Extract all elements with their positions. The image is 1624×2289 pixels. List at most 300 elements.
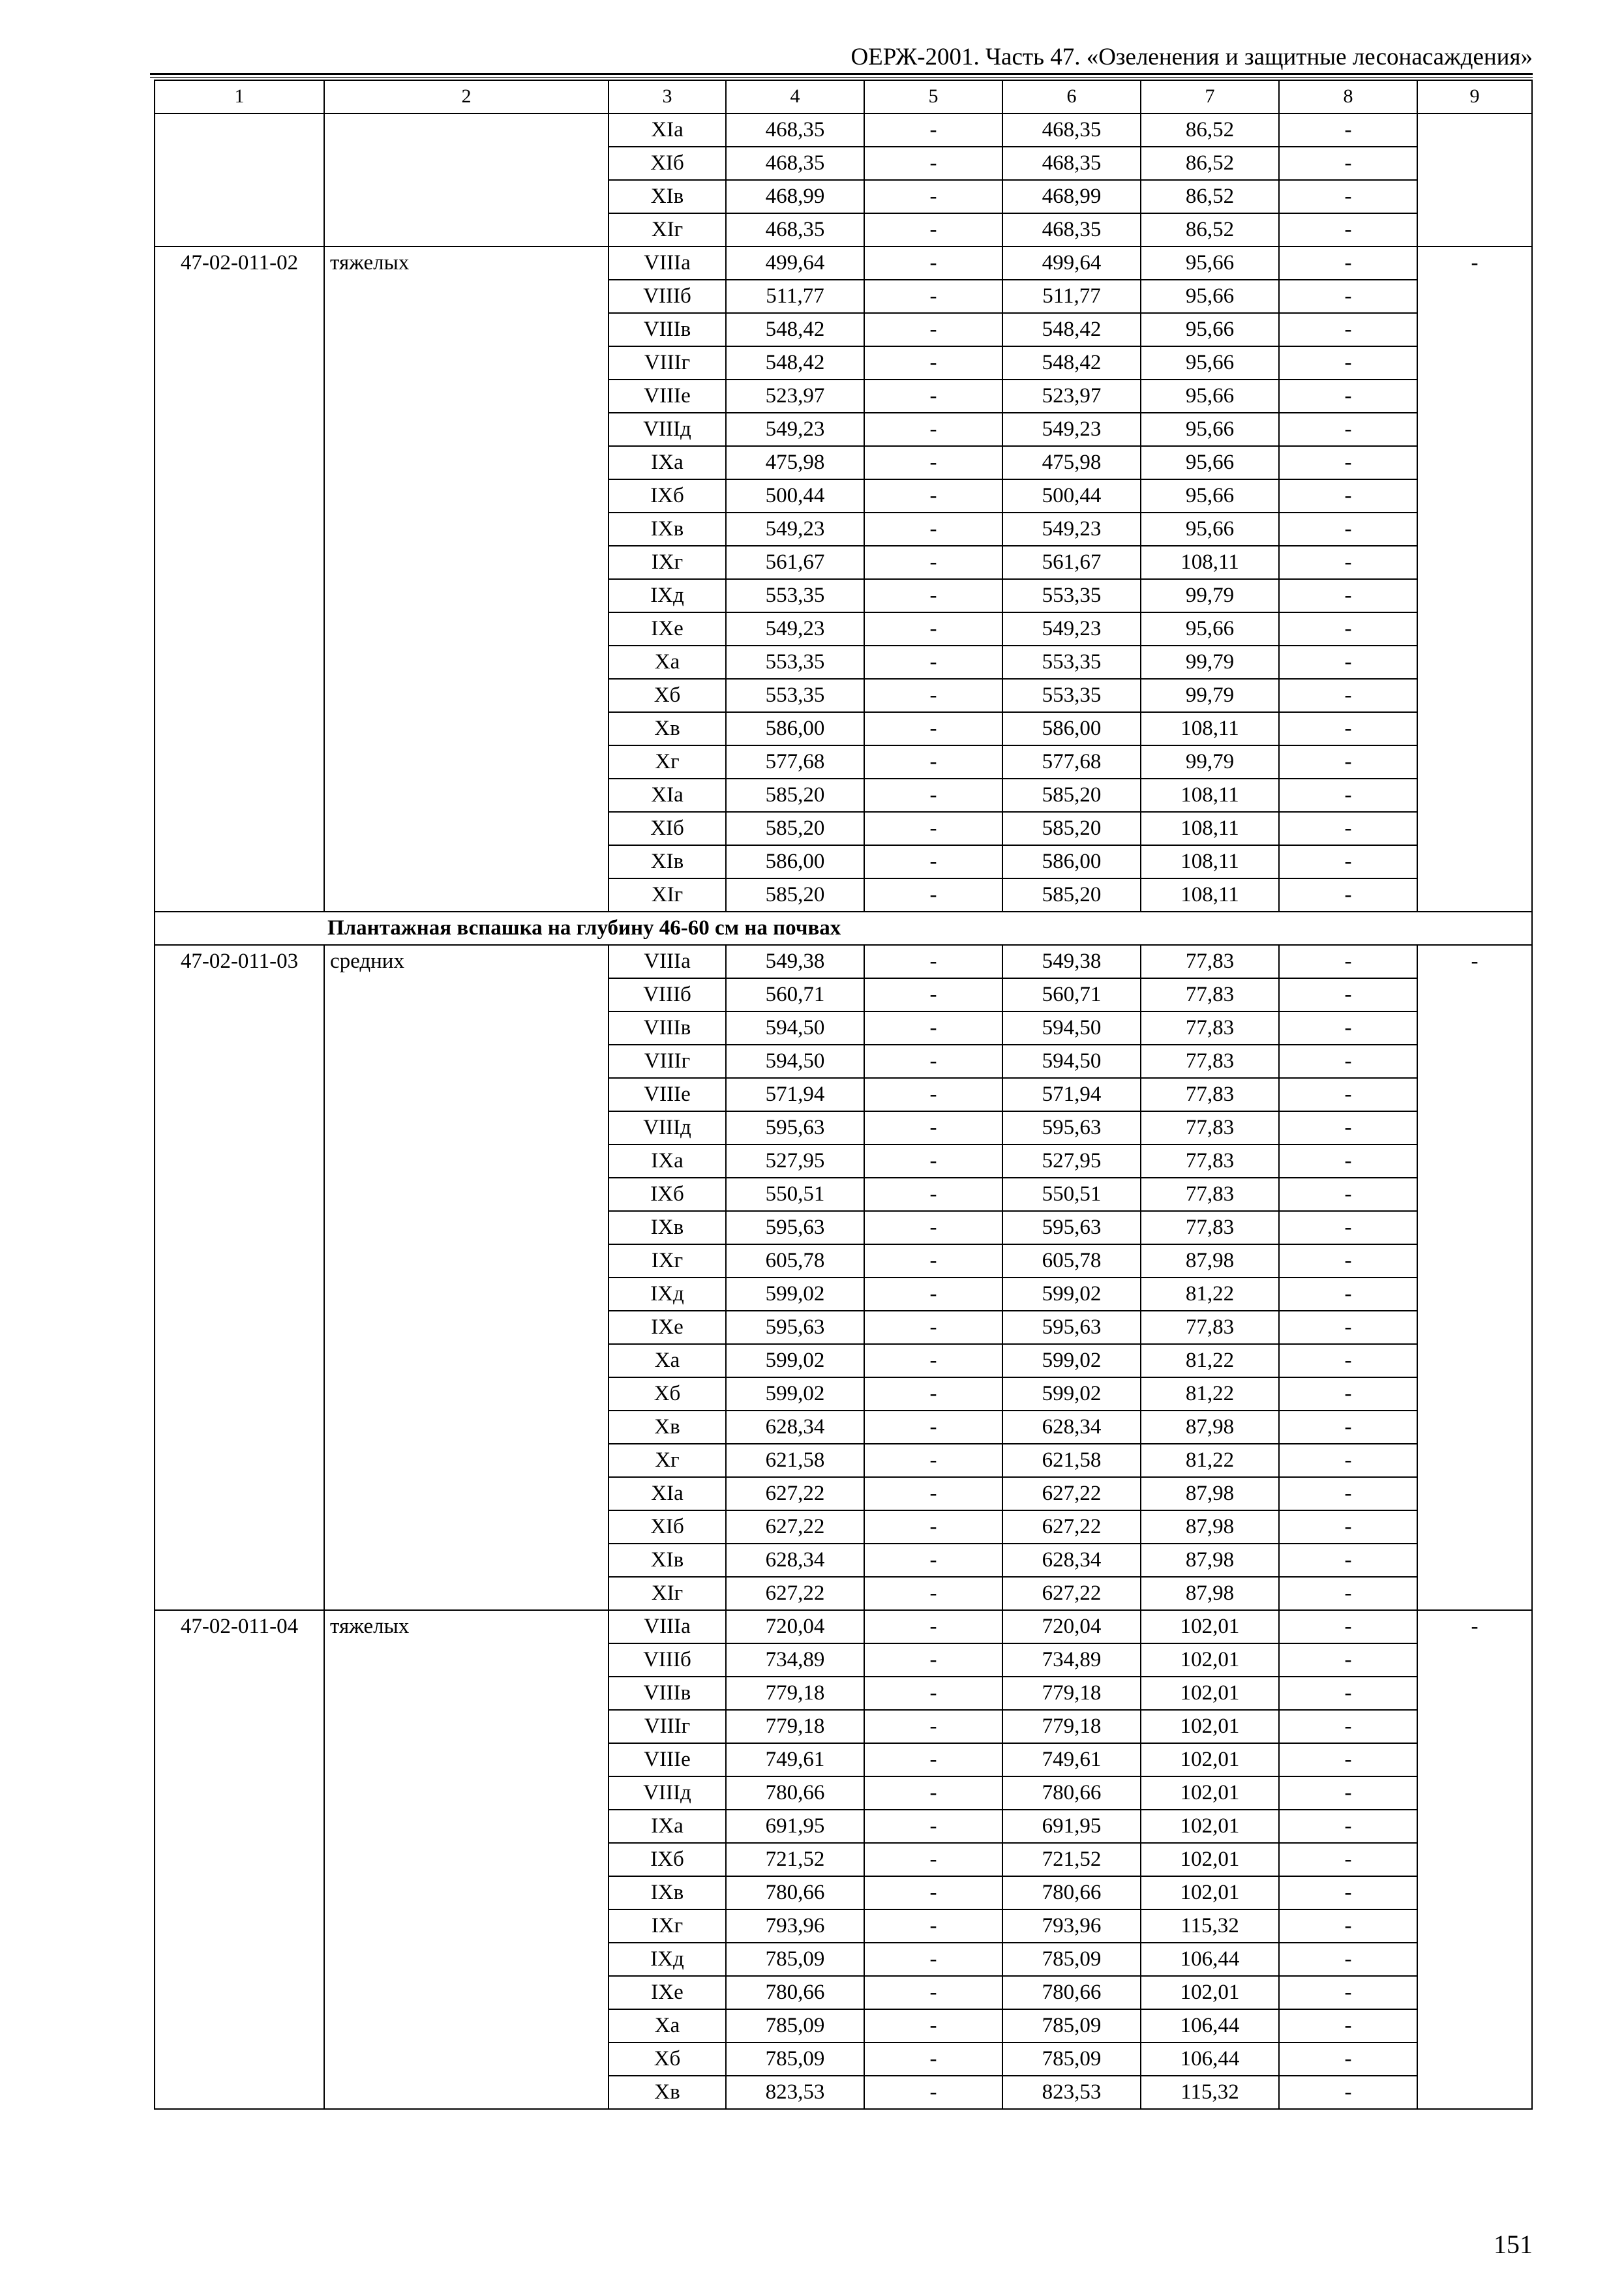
- material-cost-cell: -: [1279, 1078, 1417, 1111]
- labor-cost-cell: -: [864, 679, 1002, 712]
- soil-category-cell: VIIIб: [609, 978, 726, 1011]
- labor-cost-cell: -: [864, 1843, 1002, 1876]
- direct-cost-cell: 586,00: [726, 712, 864, 745]
- operator-wage-cell: 106,44: [1141, 2009, 1279, 2042]
- direct-cost-cell: 499,64: [726, 247, 864, 280]
- machine-cost-cell: 585,20: [1002, 878, 1141, 912]
- operator-wage-cell: 77,83: [1141, 1045, 1279, 1078]
- material-cost-cell: -: [1279, 1909, 1417, 1943]
- page-header: ОЕРЖ-2001. Часть 47. «Озеленения и защитные лесонасаждения»: [850, 44, 1533, 70]
- direct-cost-cell: 594,50: [726, 1011, 864, 1045]
- labor-cost-cell: -: [864, 1876, 1002, 1909]
- operator-wage-cell: 99,79: [1141, 579, 1279, 612]
- direct-cost-cell: 780,66: [726, 1976, 864, 2009]
- operator-wage-cell: 86,52: [1141, 147, 1279, 180]
- labor-cost-cell: -: [864, 1510, 1002, 1544]
- operator-wage-cell: 77,83: [1141, 978, 1279, 1011]
- labor-cost-cell: -: [864, 113, 1002, 147]
- material-cost-cell: -: [1279, 2009, 1417, 2042]
- material-cost-cell: -: [1279, 1710, 1417, 1743]
- labor-cost-cell: -: [864, 2042, 1002, 2076]
- operator-wage-cell: 115,32: [1141, 1909, 1279, 1943]
- direct-cost-cell: 475,98: [726, 446, 864, 479]
- material-cost-cell: -: [1279, 1843, 1417, 1876]
- material-cost-cell: -: [1279, 1643, 1417, 1677]
- direct-cost-cell: 628,34: [726, 1544, 864, 1577]
- direct-cost-cell: 560,71: [726, 978, 864, 1011]
- labor-cost-cell: -: [864, 1011, 1002, 1045]
- machine-cost-cell: 468,99: [1002, 180, 1141, 213]
- soil-category-cell: Xб: [609, 679, 726, 712]
- soil-category-cell: VIIIг: [609, 346, 726, 380]
- column-number: 3: [609, 80, 726, 113]
- labor-cost-cell: -: [864, 1444, 1002, 1477]
- material-cost-cell: -: [1279, 1544, 1417, 1577]
- operator-wage-cell: 95,66: [1141, 513, 1279, 546]
- table-body: [155, 80, 1532, 2109]
- labor-cost-cell: -: [864, 1344, 1002, 1377]
- operator-wage-cell: 77,83: [1141, 1111, 1279, 1144]
- material-cost-cell: -: [1279, 247, 1417, 280]
- soil-category-cell: XIв: [609, 180, 726, 213]
- soil-category-cell: IXе: [609, 1311, 726, 1344]
- machine-cost-cell: 823,53: [1002, 2076, 1141, 2109]
- material-cost-cell: -: [1279, 1743, 1417, 1776]
- labor-cost-cell: -: [864, 878, 1002, 912]
- machine-cost-cell: 500,44: [1002, 479, 1141, 513]
- labor-cost-cell: -: [864, 546, 1002, 579]
- labor-cost-cell: -: [864, 579, 1002, 612]
- operator-wage-cell: 95,66: [1141, 346, 1279, 380]
- direct-cost-cell: 586,00: [726, 845, 864, 878]
- direct-cost-cell: 468,35: [726, 113, 864, 147]
- direct-cost-cell: 823,53: [726, 2076, 864, 2109]
- labor-cost-cell: -: [864, 1144, 1002, 1178]
- soil-category-cell: VIIIе: [609, 1743, 726, 1776]
- soil-category-cell: IXа: [609, 446, 726, 479]
- material-cost-cell: -: [1279, 546, 1417, 579]
- labor-cost-cell: -: [864, 2076, 1002, 2109]
- material-cost-cell: -: [1279, 380, 1417, 413]
- soil-category-cell: XIг: [609, 878, 726, 912]
- machine-cost-cell: 595,63: [1002, 1211, 1141, 1244]
- direct-cost-cell: 785,09: [726, 2042, 864, 2076]
- machine-cost-cell: 785,09: [1002, 1943, 1141, 1976]
- operator-wage-cell: 102,01: [1141, 1810, 1279, 1843]
- soil-category-cell: XIб: [609, 1510, 726, 1544]
- direct-cost-cell: 691,95: [726, 1810, 864, 1843]
- material-cost-cell: -: [1279, 1178, 1417, 1211]
- soil-category-cell: Xв: [609, 2076, 726, 2109]
- operator-wage-cell: 87,98: [1141, 1510, 1279, 1544]
- machine-cost-cell: 586,00: [1002, 845, 1141, 878]
- direct-cost-cell: 785,09: [726, 2009, 864, 2042]
- direct-cost-cell: 548,42: [726, 346, 864, 380]
- material-cost-cell: -: [1279, 1577, 1417, 1610]
- direct-cost-cell: 500,44: [726, 479, 864, 513]
- soil-category-cell: IXв: [609, 1876, 726, 1909]
- material-cost-cell: -: [1279, 1377, 1417, 1411]
- machine-cost-cell: 548,42: [1002, 313, 1141, 346]
- soil-category-cell: VIIIе: [609, 1078, 726, 1111]
- rate-name: средних: [324, 945, 609, 1610]
- operator-wage-cell: 106,44: [1141, 2042, 1279, 2076]
- direct-cost-cell: 721,52: [726, 1843, 864, 1876]
- direct-cost-cell: 595,63: [726, 1211, 864, 1244]
- direct-cost-cell: 627,22: [726, 1477, 864, 1510]
- labor-cost-cell: -: [864, 1909, 1002, 1943]
- material-cost-cell: -: [1279, 213, 1417, 247]
- soil-category-cell: IXе: [609, 612, 726, 646]
- material-cost-cell: -: [1279, 1111, 1417, 1144]
- material-cost-cell: -: [1279, 579, 1417, 612]
- soil-category-cell: IXв: [609, 513, 726, 546]
- labor-cost-cell: -: [864, 147, 1002, 180]
- soil-category-cell: IXе: [609, 1976, 726, 2009]
- material-cost-cell: -: [1279, 1011, 1417, 1045]
- operator-wage-cell: 99,79: [1141, 745, 1279, 779]
- labor-cost-cell: -: [864, 1311, 1002, 1344]
- operator-wage-cell: 102,01: [1141, 1776, 1279, 1810]
- operator-wage-cell: 102,01: [1141, 1643, 1279, 1677]
- direct-cost-cell: 548,42: [726, 313, 864, 346]
- operator-wage-cell: 77,83: [1141, 1144, 1279, 1178]
- machine-cost-cell: 599,02: [1002, 1278, 1141, 1311]
- labor-cost-cell: -: [864, 1078, 1002, 1111]
- soil-category-cell: VIIIд: [609, 1111, 726, 1144]
- soil-category-cell: IXд: [609, 1278, 726, 1311]
- material-cost-cell: -: [1279, 1045, 1417, 1078]
- machine-cost-cell: 627,22: [1002, 1477, 1141, 1510]
- labor-cost-cell: -: [864, 812, 1002, 845]
- material-cost-cell: -: [1279, 1677, 1417, 1710]
- machine-cost-cell: 468,35: [1002, 147, 1141, 180]
- material-cost-cell: -: [1279, 612, 1417, 646]
- soil-category-cell: XIг: [609, 213, 726, 247]
- soil-category-cell: XIв: [609, 1544, 726, 1577]
- operator-wage-cell: 108,11: [1141, 779, 1279, 812]
- labor-cost-cell: -: [864, 612, 1002, 646]
- machine-cost-cell: 627,22: [1002, 1577, 1141, 1610]
- material-cost-cell: -: [1279, 945, 1417, 978]
- direct-cost-cell: 793,96: [726, 1909, 864, 1943]
- direct-cost-cell: 785,09: [726, 1943, 864, 1976]
- machine-cost-cell: 561,67: [1002, 546, 1141, 579]
- resource-note: [1417, 113, 1532, 247]
- machine-cost-cell: 571,94: [1002, 1078, 1141, 1111]
- labor-cost-cell: -: [864, 1544, 1002, 1577]
- labor-cost-cell: -: [864, 346, 1002, 380]
- machine-cost-cell: 560,71: [1002, 978, 1141, 1011]
- machine-cost-cell: 527,95: [1002, 1144, 1141, 1178]
- operator-wage-cell: 108,11: [1141, 712, 1279, 745]
- direct-cost-cell: 585,20: [726, 779, 864, 812]
- labor-cost-cell: -: [864, 1943, 1002, 1976]
- labor-cost-cell: -: [864, 1776, 1002, 1810]
- operator-wage-cell: 106,44: [1141, 1943, 1279, 1976]
- labor-cost-cell: -: [864, 247, 1002, 280]
- soil-category-cell: VIIIв: [609, 1677, 726, 1710]
- material-cost-cell: -: [1279, 1278, 1417, 1311]
- material-cost-cell: -: [1279, 2042, 1417, 2076]
- operator-wage-cell: 81,22: [1141, 1278, 1279, 1311]
- column-number: 8: [1279, 80, 1417, 113]
- operator-wage-cell: 86,52: [1141, 213, 1279, 247]
- machine-cost-cell: 585,20: [1002, 779, 1141, 812]
- machine-cost-cell: 785,09: [1002, 2042, 1141, 2076]
- material-cost-cell: -: [1279, 479, 1417, 513]
- soil-category-cell: Xа: [609, 646, 726, 679]
- operator-wage-cell: 95,66: [1141, 446, 1279, 479]
- material-cost-cell: -: [1279, 2076, 1417, 2109]
- rate-code: 47-02-011-02: [155, 247, 324, 912]
- machine-cost-cell: 734,89: [1002, 1643, 1141, 1677]
- table-row: [155, 945, 1532, 978]
- machine-cost-cell: 468,35: [1002, 113, 1141, 147]
- material-cost-cell: -: [1279, 1943, 1417, 1976]
- machine-cost-cell: 577,68: [1002, 745, 1141, 779]
- column-number: 7: [1141, 80, 1279, 113]
- machine-cost-cell: 720,04: [1002, 1610, 1141, 1643]
- table-row: [155, 113, 1532, 147]
- operator-wage-cell: 95,66: [1141, 479, 1279, 513]
- soil-category-cell: Xв: [609, 712, 726, 745]
- soil-category-cell: XIа: [609, 779, 726, 812]
- labor-cost-cell: -: [864, 1710, 1002, 1743]
- page-number: 151: [1494, 2230, 1533, 2259]
- material-cost-cell: -: [1279, 1411, 1417, 1444]
- operator-wage-cell: 115,32: [1141, 2076, 1279, 2109]
- material-cost-cell: -: [1279, 1311, 1417, 1344]
- direct-cost-cell: 561,67: [726, 546, 864, 579]
- machine-cost-cell: 549,23: [1002, 513, 1141, 546]
- material-cost-cell: -: [1279, 745, 1417, 779]
- soil-category-cell: VIIIа: [609, 945, 726, 978]
- material-cost-cell: -: [1279, 513, 1417, 546]
- header-rule: [150, 73, 1533, 78]
- labor-cost-cell: -: [864, 513, 1002, 546]
- material-cost-cell: -: [1279, 1876, 1417, 1909]
- direct-cost-cell: 605,78: [726, 1244, 864, 1278]
- machine-cost-cell: 628,34: [1002, 1411, 1141, 1444]
- machine-cost-cell: 475,98: [1002, 446, 1141, 479]
- machine-cost-cell: 586,00: [1002, 712, 1141, 745]
- machine-cost-cell: 780,66: [1002, 1976, 1141, 2009]
- material-cost-cell: -: [1279, 313, 1417, 346]
- direct-cost-cell: 550,51: [726, 1178, 864, 1211]
- machine-cost-cell: 553,35: [1002, 679, 1141, 712]
- soil-category-cell: VIIIа: [609, 247, 726, 280]
- direct-cost-cell: 585,20: [726, 812, 864, 845]
- soil-category-cell: XIа: [609, 1477, 726, 1510]
- soil-category-cell: VIIIг: [609, 1710, 726, 1743]
- soil-category-cell: IXб: [609, 479, 726, 513]
- machine-cost-cell: 595,63: [1002, 1111, 1141, 1144]
- labor-cost-cell: -: [864, 1045, 1002, 1078]
- rate-name: тяжелых: [324, 247, 609, 912]
- labor-cost-cell: -: [864, 945, 1002, 978]
- direct-cost-cell: 549,23: [726, 513, 864, 546]
- section-row: [155, 912, 1532, 945]
- operator-wage-cell: 108,11: [1141, 878, 1279, 912]
- material-cost-cell: -: [1279, 1610, 1417, 1643]
- soil-category-cell: IXа: [609, 1810, 726, 1843]
- rate-name: тяжелых: [324, 1610, 609, 2109]
- rates-table-container: [154, 80, 1531, 2110]
- operator-wage-cell: 102,01: [1141, 1876, 1279, 1909]
- machine-cost-cell: 523,97: [1002, 380, 1141, 413]
- labor-cost-cell: -: [864, 1178, 1002, 1211]
- operator-wage-cell: 108,11: [1141, 812, 1279, 845]
- labor-cost-cell: -: [864, 646, 1002, 679]
- direct-cost-cell: 468,35: [726, 147, 864, 180]
- rate-code: 47-02-011-04: [155, 1610, 324, 2109]
- machine-cost-cell: 793,96: [1002, 1909, 1141, 1943]
- material-cost-cell: -: [1279, 845, 1417, 878]
- operator-wage-cell: 87,98: [1141, 1411, 1279, 1444]
- labor-cost-cell: -: [864, 213, 1002, 247]
- resource-note: -: [1417, 945, 1532, 1610]
- machine-cost-cell: 553,35: [1002, 646, 1141, 679]
- soil-category-cell: XIб: [609, 812, 726, 845]
- material-cost-cell: -: [1279, 413, 1417, 446]
- soil-category-cell: VIIIв: [609, 1011, 726, 1045]
- section-title: Плантажная вспашка на глубину 46-60 см на почвах: [155, 912, 1532, 945]
- direct-cost-cell: 468,99: [726, 180, 864, 213]
- material-cost-cell: -: [1279, 113, 1417, 147]
- soil-category-cell: VIIIб: [609, 280, 726, 313]
- direct-cost-cell: 627,22: [726, 1510, 864, 1544]
- soil-category-cell: Xг: [609, 745, 726, 779]
- operator-wage-cell: 81,22: [1141, 1444, 1279, 1477]
- material-cost-cell: -: [1279, 280, 1417, 313]
- column-number: 1: [155, 80, 324, 113]
- material-cost-cell: -: [1279, 346, 1417, 380]
- direct-cost-cell: 549,23: [726, 413, 864, 446]
- material-cost-cell: -: [1279, 1344, 1417, 1377]
- direct-cost-cell: 720,04: [726, 1610, 864, 1643]
- machine-cost-cell: 779,18: [1002, 1710, 1141, 1743]
- material-cost-cell: -: [1279, 1776, 1417, 1810]
- direct-cost-cell: 779,18: [726, 1677, 864, 1710]
- soil-category-cell: IXг: [609, 1244, 726, 1278]
- labor-cost-cell: -: [864, 1677, 1002, 1710]
- operator-wage-cell: 102,01: [1141, 1843, 1279, 1876]
- material-cost-cell: -: [1279, 1244, 1417, 1278]
- soil-category-cell: Xа: [609, 1344, 726, 1377]
- machine-cost-cell: 785,09: [1002, 2009, 1141, 2042]
- soil-category-cell: IXв: [609, 1211, 726, 1244]
- soil-category-cell: Xб: [609, 1377, 726, 1411]
- material-cost-cell: -: [1279, 1810, 1417, 1843]
- machine-cost-cell: 599,02: [1002, 1344, 1141, 1377]
- operator-wage-cell: 99,79: [1141, 679, 1279, 712]
- operator-wage-cell: 87,98: [1141, 1244, 1279, 1278]
- column-number: 4: [726, 80, 864, 113]
- direct-cost-cell: 621,58: [726, 1444, 864, 1477]
- material-cost-cell: -: [1279, 812, 1417, 845]
- material-cost-cell: -: [1279, 679, 1417, 712]
- material-cost-cell: -: [1279, 147, 1417, 180]
- machine-cost-cell: 511,77: [1002, 280, 1141, 313]
- labor-cost-cell: -: [864, 1610, 1002, 1643]
- direct-cost-cell: 553,35: [726, 579, 864, 612]
- operator-wage-cell: 108,11: [1141, 546, 1279, 579]
- machine-cost-cell: 550,51: [1002, 1178, 1141, 1211]
- material-cost-cell: -: [1279, 446, 1417, 479]
- machine-cost-cell: 549,23: [1002, 612, 1141, 646]
- operator-wage-cell: 77,83: [1141, 945, 1279, 978]
- direct-cost-cell: 553,35: [726, 646, 864, 679]
- direct-cost-cell: 577,68: [726, 745, 864, 779]
- material-cost-cell: -: [1279, 1444, 1417, 1477]
- operator-wage-cell: 102,01: [1141, 1743, 1279, 1776]
- operator-wage-cell: 86,52: [1141, 113, 1279, 147]
- soil-category-cell: XIв: [609, 845, 726, 878]
- direct-cost-cell: 780,66: [726, 1876, 864, 1909]
- operator-wage-cell: 102,01: [1141, 1610, 1279, 1643]
- material-cost-cell: -: [1279, 1510, 1417, 1544]
- machine-cost-cell: 780,66: [1002, 1876, 1141, 1909]
- soil-category-cell: Xв: [609, 1411, 726, 1444]
- soil-category-cell: IXд: [609, 1943, 726, 1976]
- operator-wage-cell: 77,83: [1141, 1078, 1279, 1111]
- labor-cost-cell: -: [864, 1743, 1002, 1776]
- labor-cost-cell: -: [864, 413, 1002, 446]
- labor-cost-cell: -: [864, 745, 1002, 779]
- operator-wage-cell: 95,66: [1141, 280, 1279, 313]
- material-cost-cell: -: [1279, 1976, 1417, 2009]
- direct-cost-cell: 549,23: [726, 612, 864, 646]
- direct-cost-cell: 780,66: [726, 1776, 864, 1810]
- operator-wage-cell: 95,66: [1141, 247, 1279, 280]
- soil-category-cell: Xг: [609, 1444, 726, 1477]
- machine-cost-cell: 468,35: [1002, 213, 1141, 247]
- resource-note: -: [1417, 1610, 1532, 2109]
- material-cost-cell: -: [1279, 878, 1417, 912]
- soil-category-cell: XIб: [609, 147, 726, 180]
- operator-wage-cell: 77,83: [1141, 1211, 1279, 1244]
- operator-wage-cell: 99,79: [1141, 646, 1279, 679]
- direct-cost-cell: 599,02: [726, 1344, 864, 1377]
- machine-cost-cell: 585,20: [1002, 812, 1141, 845]
- labor-cost-cell: -: [864, 380, 1002, 413]
- soil-category-cell: XIа: [609, 113, 726, 147]
- material-cost-cell: -: [1279, 1144, 1417, 1178]
- direct-cost-cell: 594,50: [726, 1045, 864, 1078]
- machine-cost-cell: 691,95: [1002, 1810, 1141, 1843]
- direct-cost-cell: 627,22: [726, 1577, 864, 1610]
- direct-cost-cell: 511,77: [726, 280, 864, 313]
- labor-cost-cell: -: [864, 479, 1002, 513]
- direct-cost-cell: 749,61: [726, 1743, 864, 1776]
- labor-cost-cell: -: [864, 1810, 1002, 1843]
- machine-cost-cell: 599,02: [1002, 1377, 1141, 1411]
- direct-cost-cell: 599,02: [726, 1278, 864, 1311]
- machine-cost-cell: 594,50: [1002, 1011, 1141, 1045]
- operator-wage-cell: 102,01: [1141, 1710, 1279, 1743]
- machine-cost-cell: 779,18: [1002, 1677, 1141, 1710]
- column-number: 6: [1002, 80, 1141, 113]
- column-number-row: [155, 80, 1532, 113]
- soil-category-cell: VIIIб: [609, 1643, 726, 1677]
- machine-cost-cell: 605,78: [1002, 1244, 1141, 1278]
- direct-cost-cell: 595,63: [726, 1311, 864, 1344]
- labor-cost-cell: -: [864, 313, 1002, 346]
- labor-cost-cell: -: [864, 280, 1002, 313]
- column-number: 2: [324, 80, 609, 113]
- soil-category-cell: Xа: [609, 2009, 726, 2042]
